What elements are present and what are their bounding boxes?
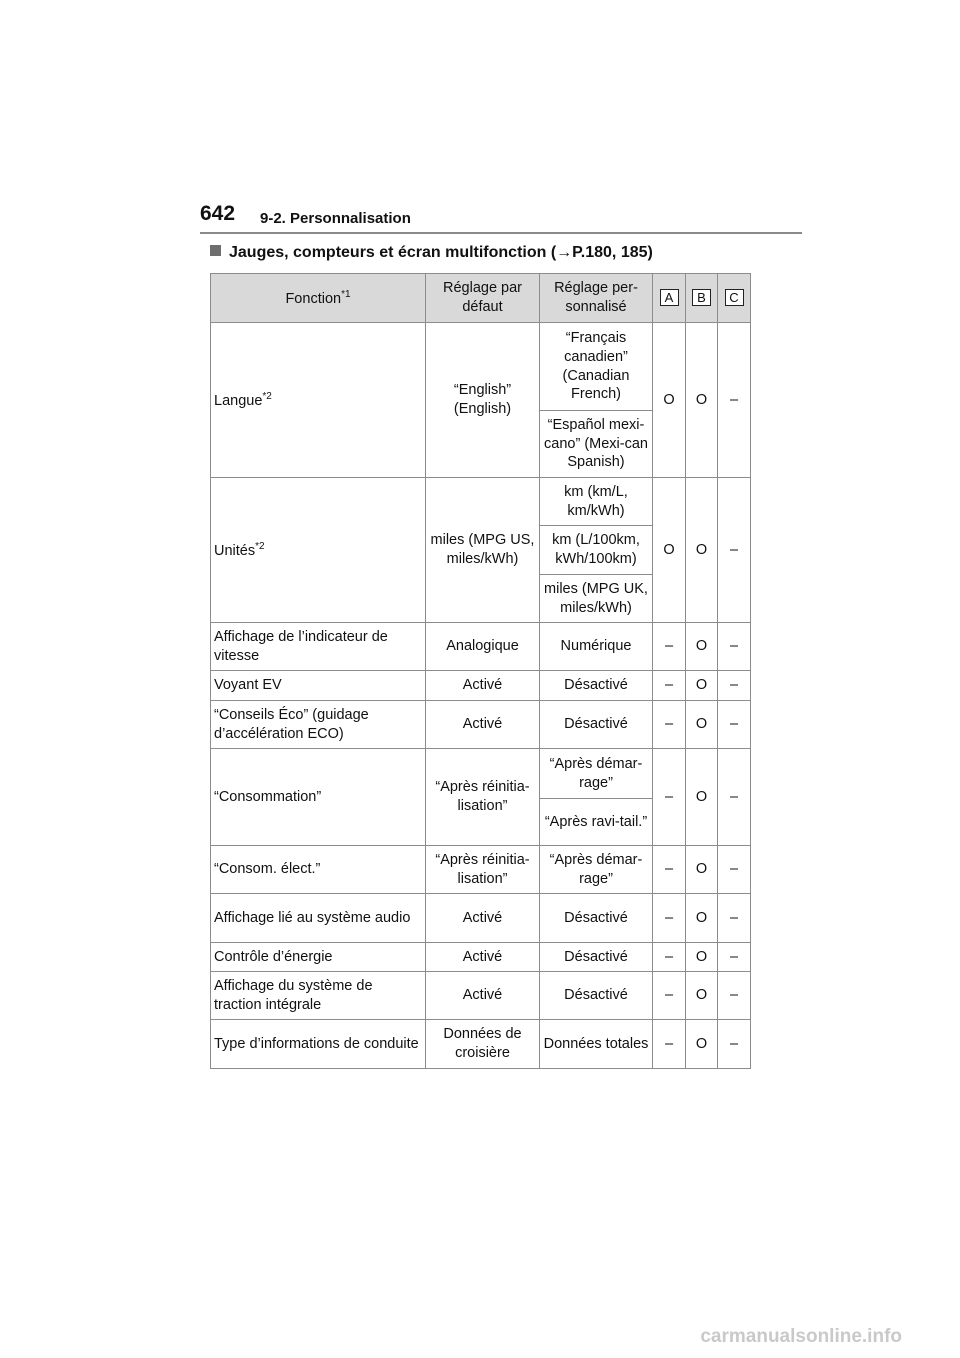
header-divider	[200, 232, 802, 234]
cell-a: –	[653, 846, 686, 894]
column-header-fonction: Fonction$^{*1}$	[211, 274, 426, 323]
footnote-ref: *2	[255, 540, 265, 552]
cell-custom: km (km/L, km/kWh)	[540, 478, 653, 526]
table-header-row	[211, 274, 751, 323]
column-header-b	[686, 274, 718, 323]
table-row	[211, 1020, 751, 1069]
column-header-c	[718, 274, 751, 323]
cell-default: Activé	[426, 671, 540, 701]
cell-default: Activé	[426, 701, 540, 749]
square-bullet-icon	[210, 245, 221, 256]
cell-custom: “Español mexi-cano” (Mexi-can Spanish)	[540, 411, 653, 478]
cell-custom: Numérique	[540, 623, 653, 671]
cell-function: Affichage de l’indicateur de vitesse	[211, 623, 426, 671]
page-header	[200, 200, 800, 236]
settings-table	[210, 273, 751, 1069]
cell-default: Analogique	[426, 623, 540, 671]
table-row	[211, 846, 751, 894]
cell-function: “Conseils Éco” (guidage d’accélération ECO)	[211, 701, 426, 749]
cell-b: O	[686, 749, 718, 846]
table-row	[211, 972, 751, 1020]
cell-b: O	[686, 846, 718, 894]
cell-b: O	[686, 478, 718, 623]
cell-default: Activé	[426, 972, 540, 1020]
table-row	[211, 323, 751, 411]
cell-b: O	[686, 701, 718, 749]
cell-custom: “Après ravi-tail.”	[540, 799, 653, 846]
cell-custom: “Après démar-rage”	[540, 846, 653, 894]
cell-a: O	[653, 323, 686, 478]
cell-c: –	[718, 701, 751, 749]
column-header-default: Réglage par défaut	[426, 274, 540, 323]
cell-function: “Consom. élect.”	[211, 846, 426, 894]
table-row	[211, 478, 751, 526]
cell-default: “Après réinitia-lisation”	[426, 749, 540, 846]
table-row	[211, 943, 751, 972]
cell-function: Affichage du système de traction intégrale	[211, 972, 426, 1020]
cell-c: –	[718, 972, 751, 1020]
cell-c: –	[718, 623, 751, 671]
cell-custom: Désactivé	[540, 894, 653, 943]
cell-custom: Désactivé	[540, 972, 653, 1020]
cell-c: –	[718, 846, 751, 894]
cell-function: Voyant EV	[211, 671, 426, 701]
section-title: 9-2. Personnalisation	[260, 210, 411, 227]
cell-a: –	[653, 701, 686, 749]
cell-c: –	[718, 1020, 751, 1069]
cell-c: –	[718, 671, 751, 701]
cell-b: O	[686, 323, 718, 478]
box-b-icon: B	[692, 289, 711, 306]
cell-function: “Consommation”	[211, 749, 426, 846]
cell-function: Unités$^{*2}$	[211, 478, 426, 623]
footnote-ref: *1	[341, 288, 351, 300]
table-row	[211, 749, 751, 799]
table-row	[211, 894, 751, 943]
watermark: carmanualsonline.info	[700, 1326, 902, 1347]
page-number: 642	[200, 202, 236, 225]
cell-b: O	[686, 671, 718, 701]
cell-a: –	[653, 749, 686, 846]
section-heading	[210, 244, 653, 262]
cell-default: Activé	[426, 894, 540, 943]
cell-default: “Après réinitia-lisation”	[426, 846, 540, 894]
cell-function: Affichage lié au système audio	[211, 894, 426, 943]
cell-b: O	[686, 943, 718, 972]
cell-custom: km (L/100km, kWh/100km)	[540, 526, 653, 575]
cell-default: Données de croisière	[426, 1020, 540, 1069]
cell-a: –	[653, 943, 686, 972]
cell-b: O	[686, 623, 718, 671]
footnote-ref: *2	[262, 390, 272, 402]
cell-a: –	[653, 623, 686, 671]
cell-a: –	[653, 972, 686, 1020]
cell-custom: miles (MPG UK, miles/kWh)	[540, 575, 653, 623]
table-row	[211, 671, 751, 701]
cell-c: –	[718, 894, 751, 943]
cell-a: –	[653, 894, 686, 943]
section-heading-text: Jauges, compteurs et écran multifonction (→P.180, 185)	[229, 244, 653, 261]
column-header-a	[653, 274, 686, 323]
cell-custom: Désactivé	[540, 701, 653, 749]
cell-c: –	[718, 323, 751, 478]
cell-a: –	[653, 671, 686, 701]
cell-function: Langue$^{*2}$	[211, 323, 426, 478]
cell-a: O	[653, 478, 686, 623]
cell-function: Contrôle d’énergie	[211, 943, 426, 972]
cell-b: O	[686, 1020, 718, 1069]
cell-function: Type d’informations de conduite	[211, 1020, 426, 1069]
table-row	[211, 701, 751, 749]
cell-custom: Désactivé	[540, 943, 653, 972]
cell-default: Activé	[426, 943, 540, 972]
box-a-icon: A	[660, 289, 679, 306]
cell-default: miles (MPG US, miles/kWh)	[426, 478, 540, 623]
table-row	[211, 623, 751, 671]
cell-c: –	[718, 749, 751, 846]
cell-custom: Désactivé	[540, 671, 653, 701]
cell-custom: Données totales	[540, 1020, 653, 1069]
cell-default: “English” (English)	[426, 323, 540, 478]
cell-custom: “Français canadien” (Canadian French)	[540, 323, 653, 411]
cell-b: O	[686, 894, 718, 943]
column-header-custom: Réglage per-sonnalisé	[540, 274, 653, 323]
cell-c: –	[718, 478, 751, 623]
cell-c: –	[718, 943, 751, 972]
cell-b: O	[686, 972, 718, 1020]
cell-custom: “Après démar-rage”	[540, 749, 653, 799]
box-c-icon: C	[725, 289, 744, 306]
cell-a: –	[653, 1020, 686, 1069]
